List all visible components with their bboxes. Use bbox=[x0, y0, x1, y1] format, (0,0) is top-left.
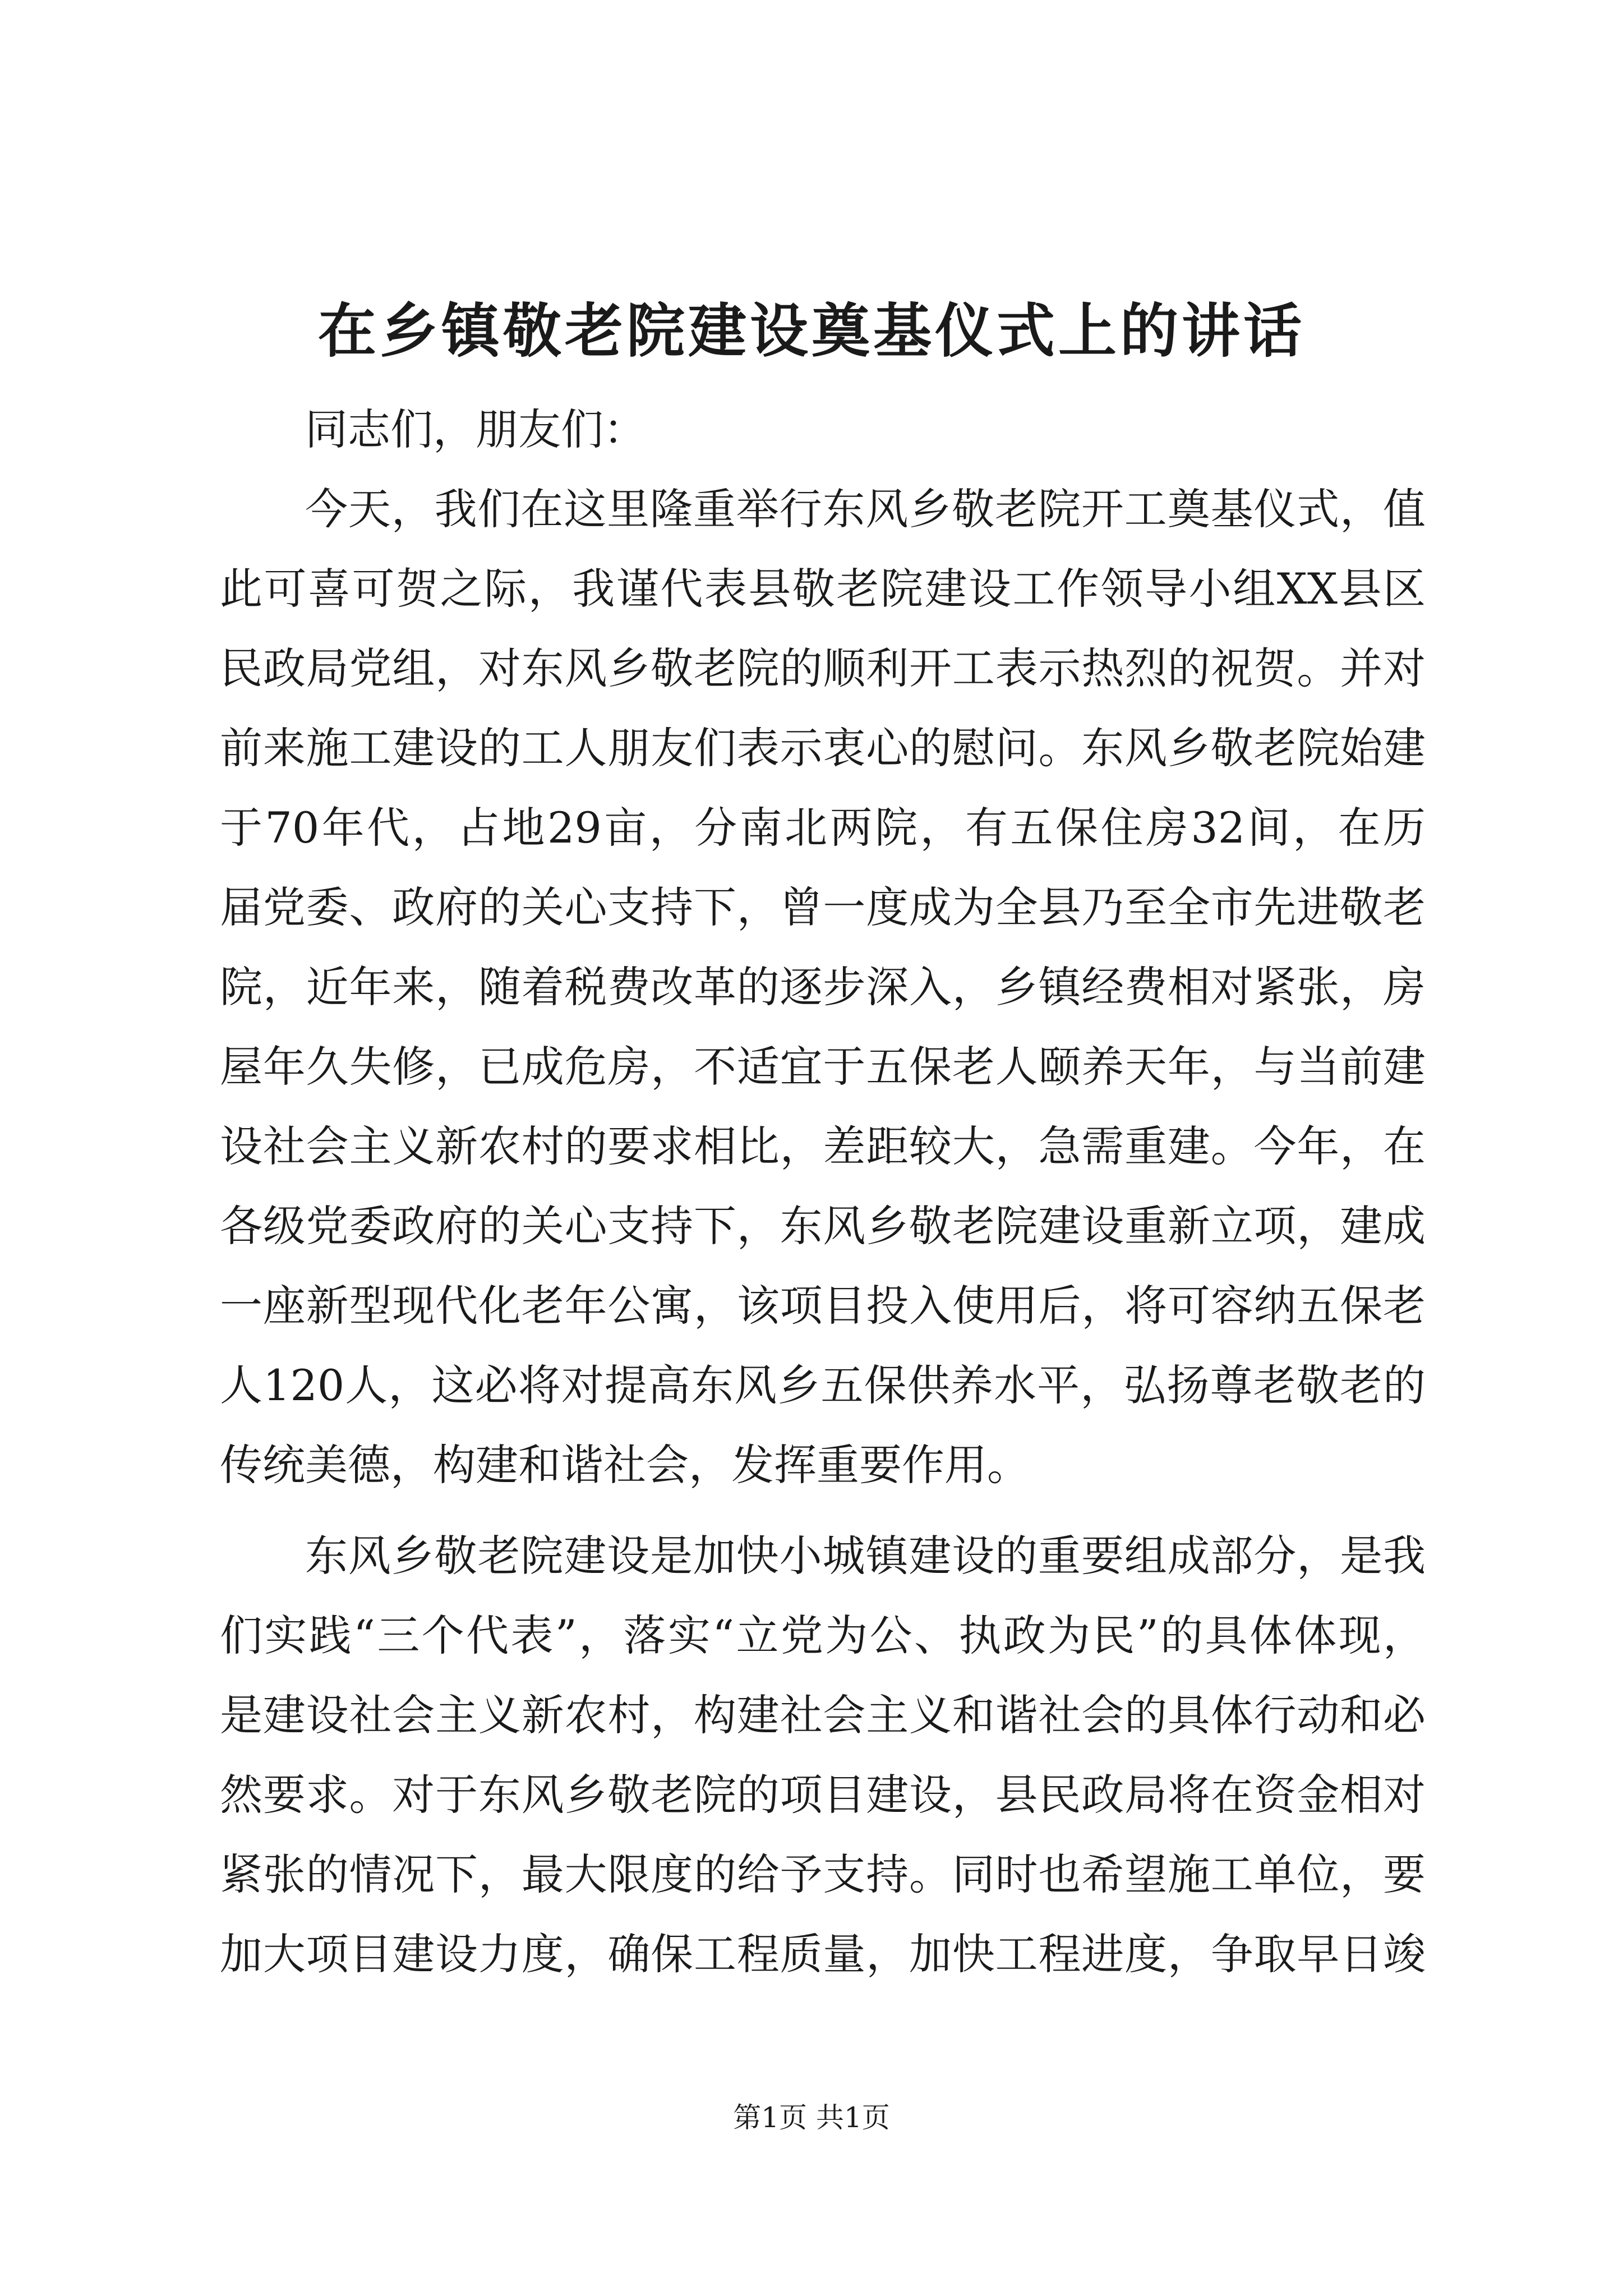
greeting-line: 同志们，朋友们： bbox=[305, 404, 646, 454]
paragraph-line: 此可喜可贺之际，我谨代表县敬老院建设工作领导小组XX县区 bbox=[220, 564, 1426, 614]
paragraph-line: 东风乡敬老院建设是加快小城镇建设的重要组成部分，是我 bbox=[305, 1531, 1426, 1581]
paragraph-line: 们实践“三个代表”，落实“立党为公、执政为民”的具体体现， bbox=[220, 1611, 1426, 1660]
document-title: 在乡镇敬老院建设奠基仪式上的讲话 bbox=[317, 296, 1305, 365]
paragraph-line: 民政局党组，对东风乡敬老院的顺利开工表示热烈的祝贺。并对 bbox=[220, 643, 1426, 693]
paragraph-line: 人120人，这必将对提高东风乡五保供养水平，弘扬尊老敬老的 bbox=[220, 1360, 1426, 1410]
paragraph-2 bbox=[220, 1516, 1426, 1994]
paragraph-gap bbox=[220, 1505, 1426, 1516]
paragraph-line: 今天，我们在这里隆重举行东风乡敬老院开工奠基仪式，值 bbox=[305, 484, 1426, 534]
paragraph-line: 紧张的情况下，最大限度的给予支持。同时也希望施工单位，要 bbox=[220, 1849, 1426, 1899]
paragraph-line: 然要求。对于东风乡敬老院的项目建设，县民政局将在资金相对 bbox=[220, 1770, 1426, 1820]
document-body bbox=[220, 390, 1426, 1994]
paragraph-line: 一座新型现代化老年公寓，该项目投入使用后，将可容纳五保老 bbox=[220, 1281, 1426, 1331]
page-footer: 第1页 共1页 bbox=[733, 2101, 890, 2134]
paragraph-line: 院，近年来，随着税费改革的逐步深入，乡镇经费相对紧张，房 bbox=[220, 962, 1426, 1012]
paragraph-line: 前来施工建设的工人朋友们表示衷心的慰问。东风乡敬老院始建 bbox=[220, 723, 1426, 773]
paragraph-line: 是建设社会主义新农村，构建社会主义和谐社会的具体行动和必 bbox=[220, 1690, 1426, 1740]
paragraph-line: 加大项目建设力度，确保工程质量，加快工程进度，争取早日竣 bbox=[220, 1929, 1426, 1979]
paragraph-line: 各级党委政府的关心支持下，东风乡敬老院建设重新立项，建成 bbox=[220, 1201, 1426, 1251]
paragraph-1 bbox=[220, 470, 1426, 1505]
paragraph-line: 传统美德，构建和谐社会，发挥重要作用。 bbox=[220, 1440, 1030, 1490]
paragraph-line: 设社会主义新农村的要求相比，差距较大，急需重建。今年，在 bbox=[220, 1121, 1426, 1171]
paragraph-line: 屋年久失修，已成危房，不适宜于五保老人颐养天年，与当前建 bbox=[220, 1042, 1426, 1092]
paragraph-line: 届党委、政府的关心支持下，曾一度成为全县乃至全市先进敬老 bbox=[220, 882, 1426, 932]
paragraph-line: 于70年代，占地29亩，分南北两院，有五保住房32间，在历 bbox=[220, 803, 1426, 853]
